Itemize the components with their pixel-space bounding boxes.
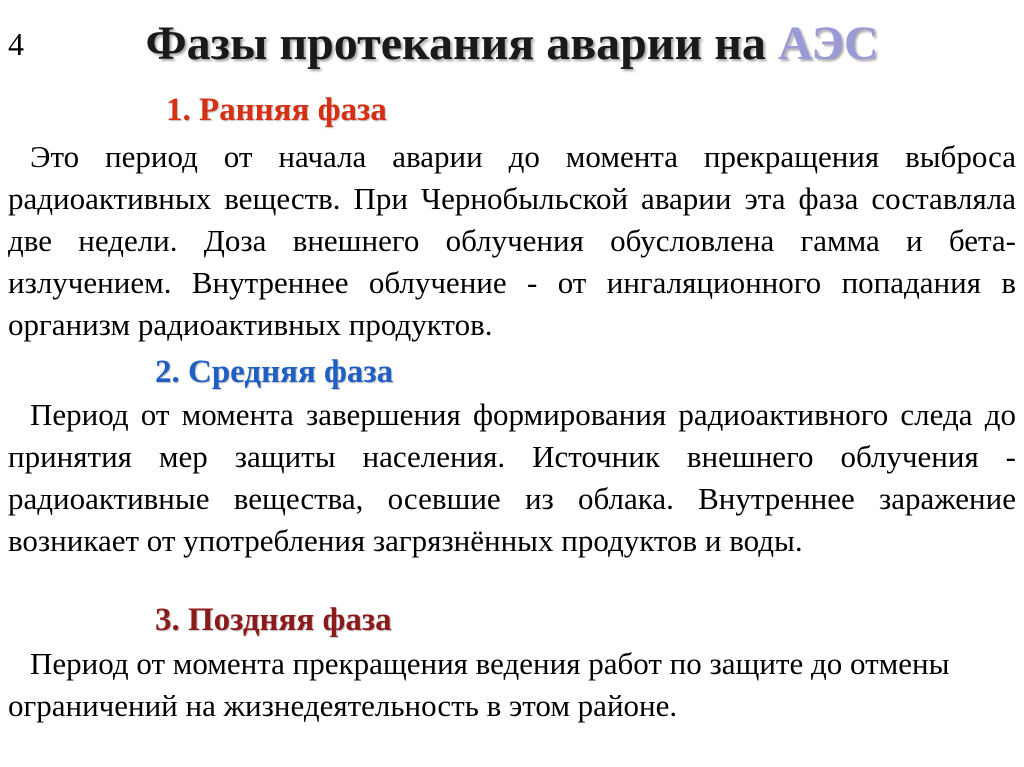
phase-3-heading: 3. Поздняя фаза [155,602,392,638]
title-accent: АЭС [777,17,879,70]
title-main: Фазы протекания аварии на [145,17,778,70]
phase-1-heading: 1. Ранняя фаза [166,92,387,128]
slide-number: 4 [8,26,24,62]
phase-1-text: Это период от начала аварии до момента прекращения выброса радиоактивных веществ. При Чернобыльской аварии эта фаза составляла две недели. Доза внешнего облучения обусловлена гамма и бета- излучением. Внутреннее облучение - от ингаляционного попадания в организм радиоактивных продуктов. [8,139,1016,342]
phase-2-heading: 2. Средняя фаза [155,354,394,390]
slide-title [0,16,1024,71]
phase-3-text: Период от момента прекращения ведения работ по защите до отмены ограничений на жизнедеятельность в этом районе. [8,646,950,723]
phase-2-text: Период от момента завершения формирования радиоактивного следа до принятия мер защиты населения. Источник внешнего облучения - радиоактивные вещества, осевшие из облака. Внутреннее заражение возникает от употребления загрязнённых продуктов и воды. [8,397,1016,558]
